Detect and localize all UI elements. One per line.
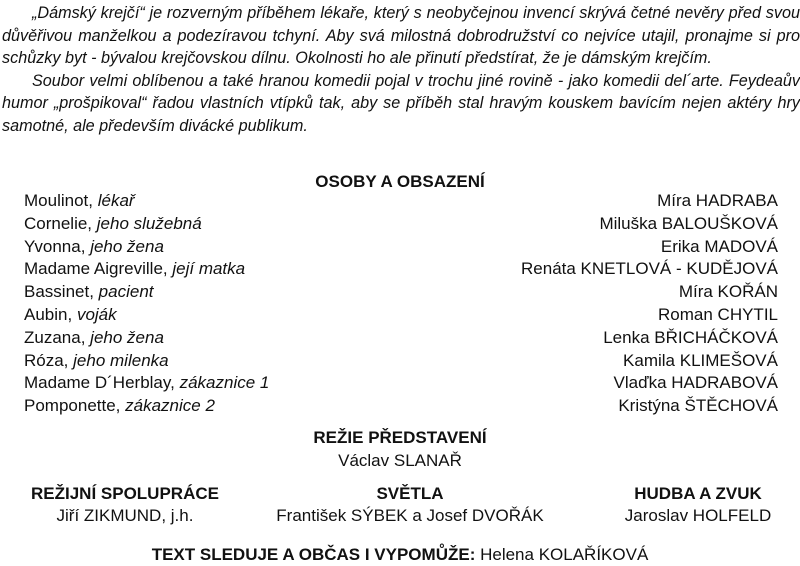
character-name: Róza, [24,350,69,370]
actor-name: Renáta KNETLOVÁ - KUDĚJOVÁ [521,259,778,279]
actor-name: Erika MADOVÁ [660,236,778,256]
character [24,213,202,236]
direction-heading: REŽIE PŘEDSTAVENÍ [313,428,487,447]
actor-name: Kristýna ŠTĚCHOVÁ [618,396,778,416]
actor-name: Vlaďka HADRABOVÁ [613,373,778,393]
character [24,236,164,259]
character-name: Pomponette, [24,396,121,416]
actor-name: Míra KOŘÁN [678,282,778,302]
lights-heading: SVĚTLA [376,484,444,503]
character-description: jeho žena [90,236,164,256]
character-description: jeho služebná [96,213,202,233]
character-description: voják [76,304,117,324]
character-description: zákaznice 2 [125,396,215,416]
music-name: Jaroslav HOLFELD [624,506,772,525]
character-name: Zuzana, [24,327,86,347]
cast-row [0,372,800,395]
lights-names: František SÝBEK a Josef DVOŘÁK [276,506,544,525]
assistant-director-name: Jiří ZIKMUND, j.h. [56,506,194,525]
character-name: Cornelie, [24,213,93,233]
cast-row [0,327,800,350]
actor-name: Lenka BŘICHÁČKOVÁ [603,327,778,347]
character [24,372,269,395]
cast-row [0,350,800,373]
character-name: Madame Aigreville, [24,259,168,279]
director-name: Václav SLANAŘ [338,451,462,470]
cast-row [0,258,800,281]
cast-row [0,304,800,327]
character [24,190,135,213]
character-name: Aubin, [24,304,73,324]
prompter-line [0,544,800,566]
character-name: Yvonna, [24,236,86,256]
character-description: zákaznice 1 [179,373,270,393]
character [24,281,154,304]
assistant-director-heading: REŽIJNÍ SPOLUPRÁCE [31,484,219,503]
prompter-label: TEXT SLEDUJE A OBČAS I VYPOMŮŽE: [151,545,476,564]
actor-name: Kamila KLIMEŠOVÁ [623,350,778,370]
character-description: jeho milenka [73,350,169,370]
cast-row [0,236,800,259]
assistant-director-block [10,483,240,527]
intro-paragraph: „Dámský krejčí“ je rozverným příběhem lékaře, který s neobyčejnou invencí skrývá četné nevěry před svou důvěřivou manželkou a podezíravou tchyní. Aby svá milostná dobrodružství co nejvíce utajil, pronajme si pro schůzky byt - bývalou krejčovskou dílnu. Okolnosti ho ale přinutí předstírat, že je dámským krejčím. [2,4,800,68]
actor-name: Miluška BALOUŠKOVÁ [599,213,778,233]
character [24,350,169,373]
cast-row [0,395,800,418]
character-description: její matka [172,259,246,279]
character-name: Madame D´Herblay, [24,373,175,393]
intro-text [2,2,800,138]
cast-row [0,213,800,236]
cast-heading: OSOBY A OBSAZENÍ [315,172,485,191]
cast-row [0,190,800,213]
music-block [598,483,798,527]
character-name: Moulinot, [24,191,93,210]
cast-row [0,281,800,304]
character [24,327,164,350]
actor-name: Roman CHYTIL [658,304,778,324]
music-heading: HUDBA A ZVUK [634,484,762,503]
intro-paragraph: Soubor velmi oblíbenou a také hranou komedii pojal v trochu jiné rovině - jako komedii del´arte. Feydeaův humor „prošpikoval“ řadou vlastních vtípků tak, aby se příběh stal hravým kouskem bavícím nejen aktéry hry samotné, ale především divácké publikum. [2,71,800,135]
prompter-name: Helena KOLAŘÍKOVÁ [480,545,649,564]
character-description: lékař [97,191,135,210]
character [24,395,215,418]
character-description: jeho žena [90,327,164,347]
character-description: pacient [98,282,154,302]
cast-list [0,190,800,418]
character [24,258,245,281]
character-name: Bassinet, [24,282,94,302]
lights-block [240,483,580,527]
character [24,304,117,327]
actor-name: Míra HADRABA [657,191,778,210]
